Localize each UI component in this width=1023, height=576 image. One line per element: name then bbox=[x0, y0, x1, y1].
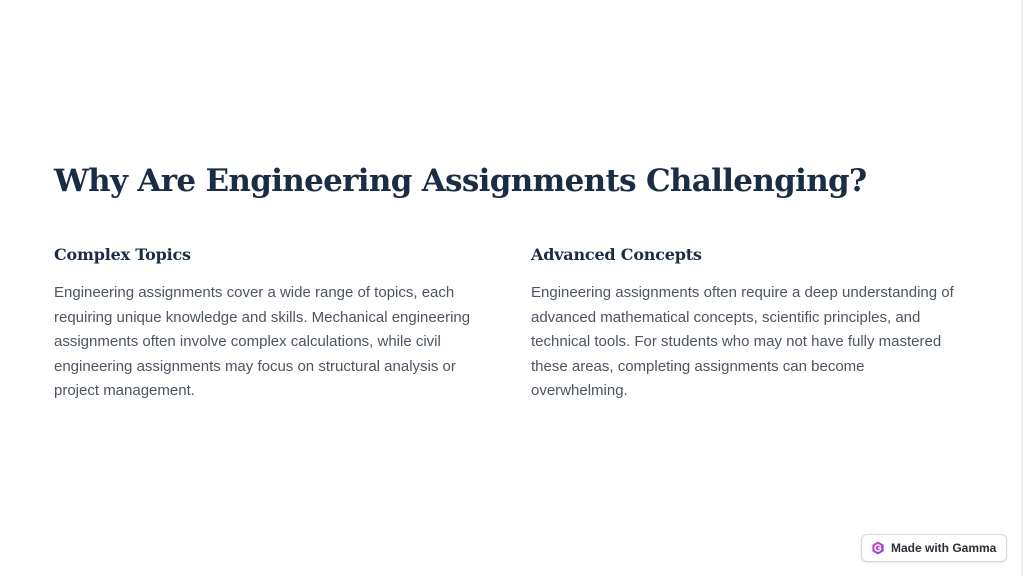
body-line: Engineering assignments cover a wide range of topics, each bbox=[54, 284, 455, 301]
body-line: advanced mathematical concepts, scientific principles, and bbox=[531, 308, 921, 326]
body-line: Engineering assignments often require a deep understanding of bbox=[531, 284, 954, 301]
column-body bbox=[54, 281, 494, 404]
column-heading: Complex Topics bbox=[54, 245, 191, 264]
column-complex-topics bbox=[54, 240, 494, 404]
column-heading: Advanced Concepts bbox=[531, 245, 702, 264]
badge-label: Made with Gamma bbox=[891, 541, 997, 555]
slide-title: Why Are Engineering Assignments Challenging? bbox=[54, 163, 867, 199]
made-with-gamma-badge[interactable] bbox=[861, 534, 1007, 562]
body-line: assignments often involve complex calculations, while civil bbox=[54, 333, 441, 350]
body-line: requiring unique knowledge and skills. Mechanical engineering bbox=[54, 308, 471, 326]
body-line: these areas, completing assignments can become bbox=[531, 357, 865, 375]
body-line: technical tools. For students who may not have fully mastered bbox=[531, 333, 942, 350]
body-line: project management. bbox=[54, 382, 195, 399]
column-advanced-concepts bbox=[531, 240, 971, 404]
column-body bbox=[531, 281, 971, 404]
gamma-logo-icon bbox=[871, 541, 885, 555]
body-line: engineering assignments may focus on structural analysis or bbox=[54, 357, 456, 375]
body-line: overwhelming. bbox=[531, 382, 628, 399]
